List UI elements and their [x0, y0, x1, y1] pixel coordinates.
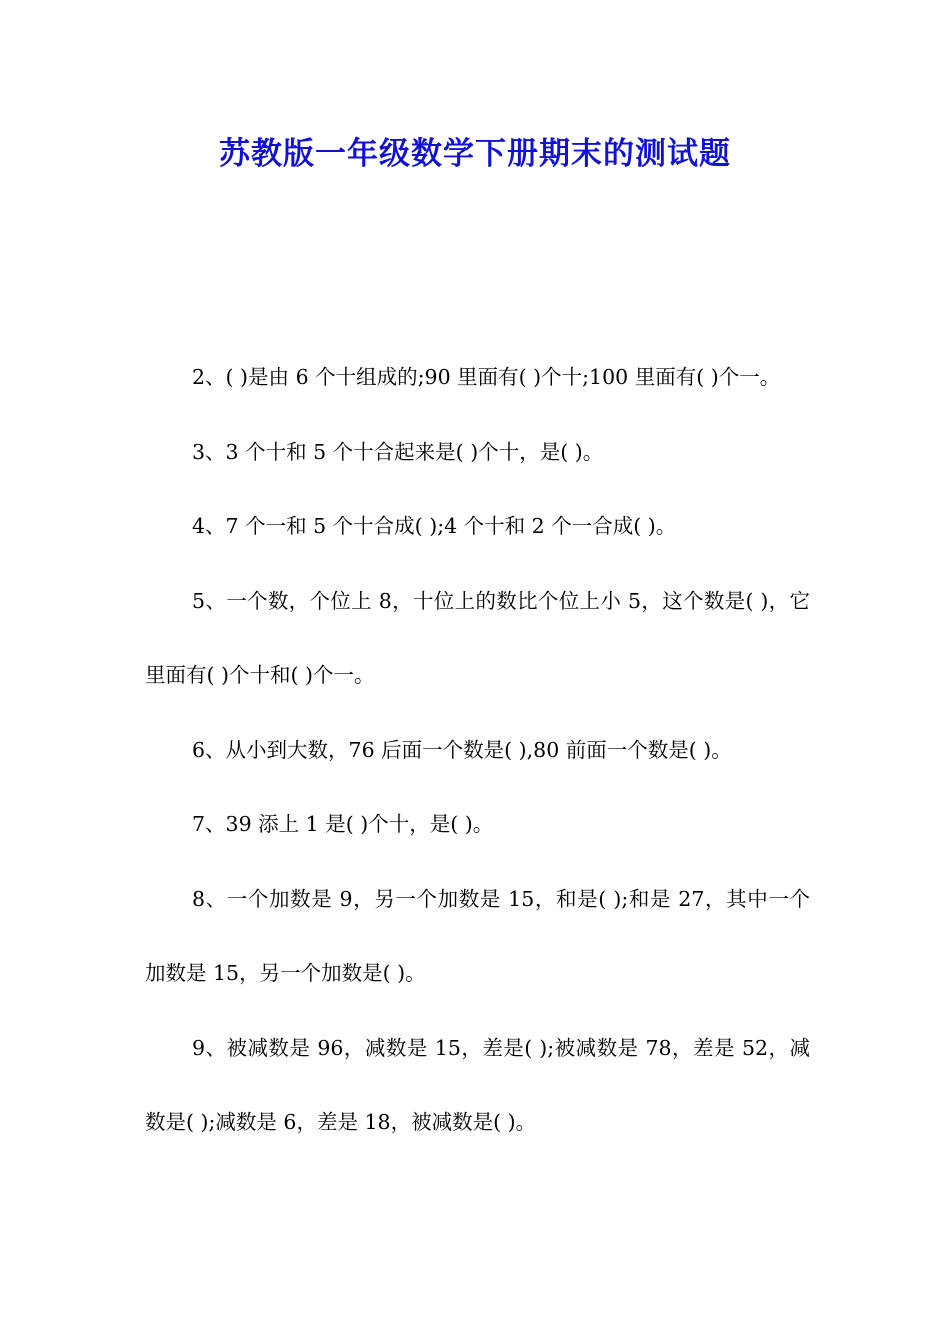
question-2: 2、( )是由 6 个十组成的;90 里面有( )个十;100 里面有( )个一。: [192, 365, 781, 389]
question-list: [145, 340, 810, 1160]
question-7: 7、39 添上 1 是( )个十，是( )。: [192, 812, 494, 836]
question-3: 3、3 个十和 5 个十合起来是( )个十，是( )。: [192, 439, 604, 464]
question-5: 5、一个数，个位上 8，十位上的数比个位上小 5，这个数是( )，它里面有( )个十和( )个一。: [145, 588, 810, 687]
document-title: 苏教版一年级数学下册期末的测试题: [219, 136, 731, 172]
question-8: 8、一个加数是 9，另一个加数是 15，和是( );和是 27，其中一个加数是 15，另一个加数是( )。: [145, 886, 810, 985]
question-6: 6、从小到大数，76 后面一个数是( ),80 前面一个数是( )。: [192, 737, 732, 762]
question-4: 4、7 个一和 5 个十合成( );4 个十和 2 个一合成( )。: [192, 514, 677, 538]
question-9: 9、被减数是 96，减数是 15，差是( );被减数是 78，差是 52，减数是( );减数是 6，差是 18，被减数是( )。: [145, 1035, 810, 1134]
